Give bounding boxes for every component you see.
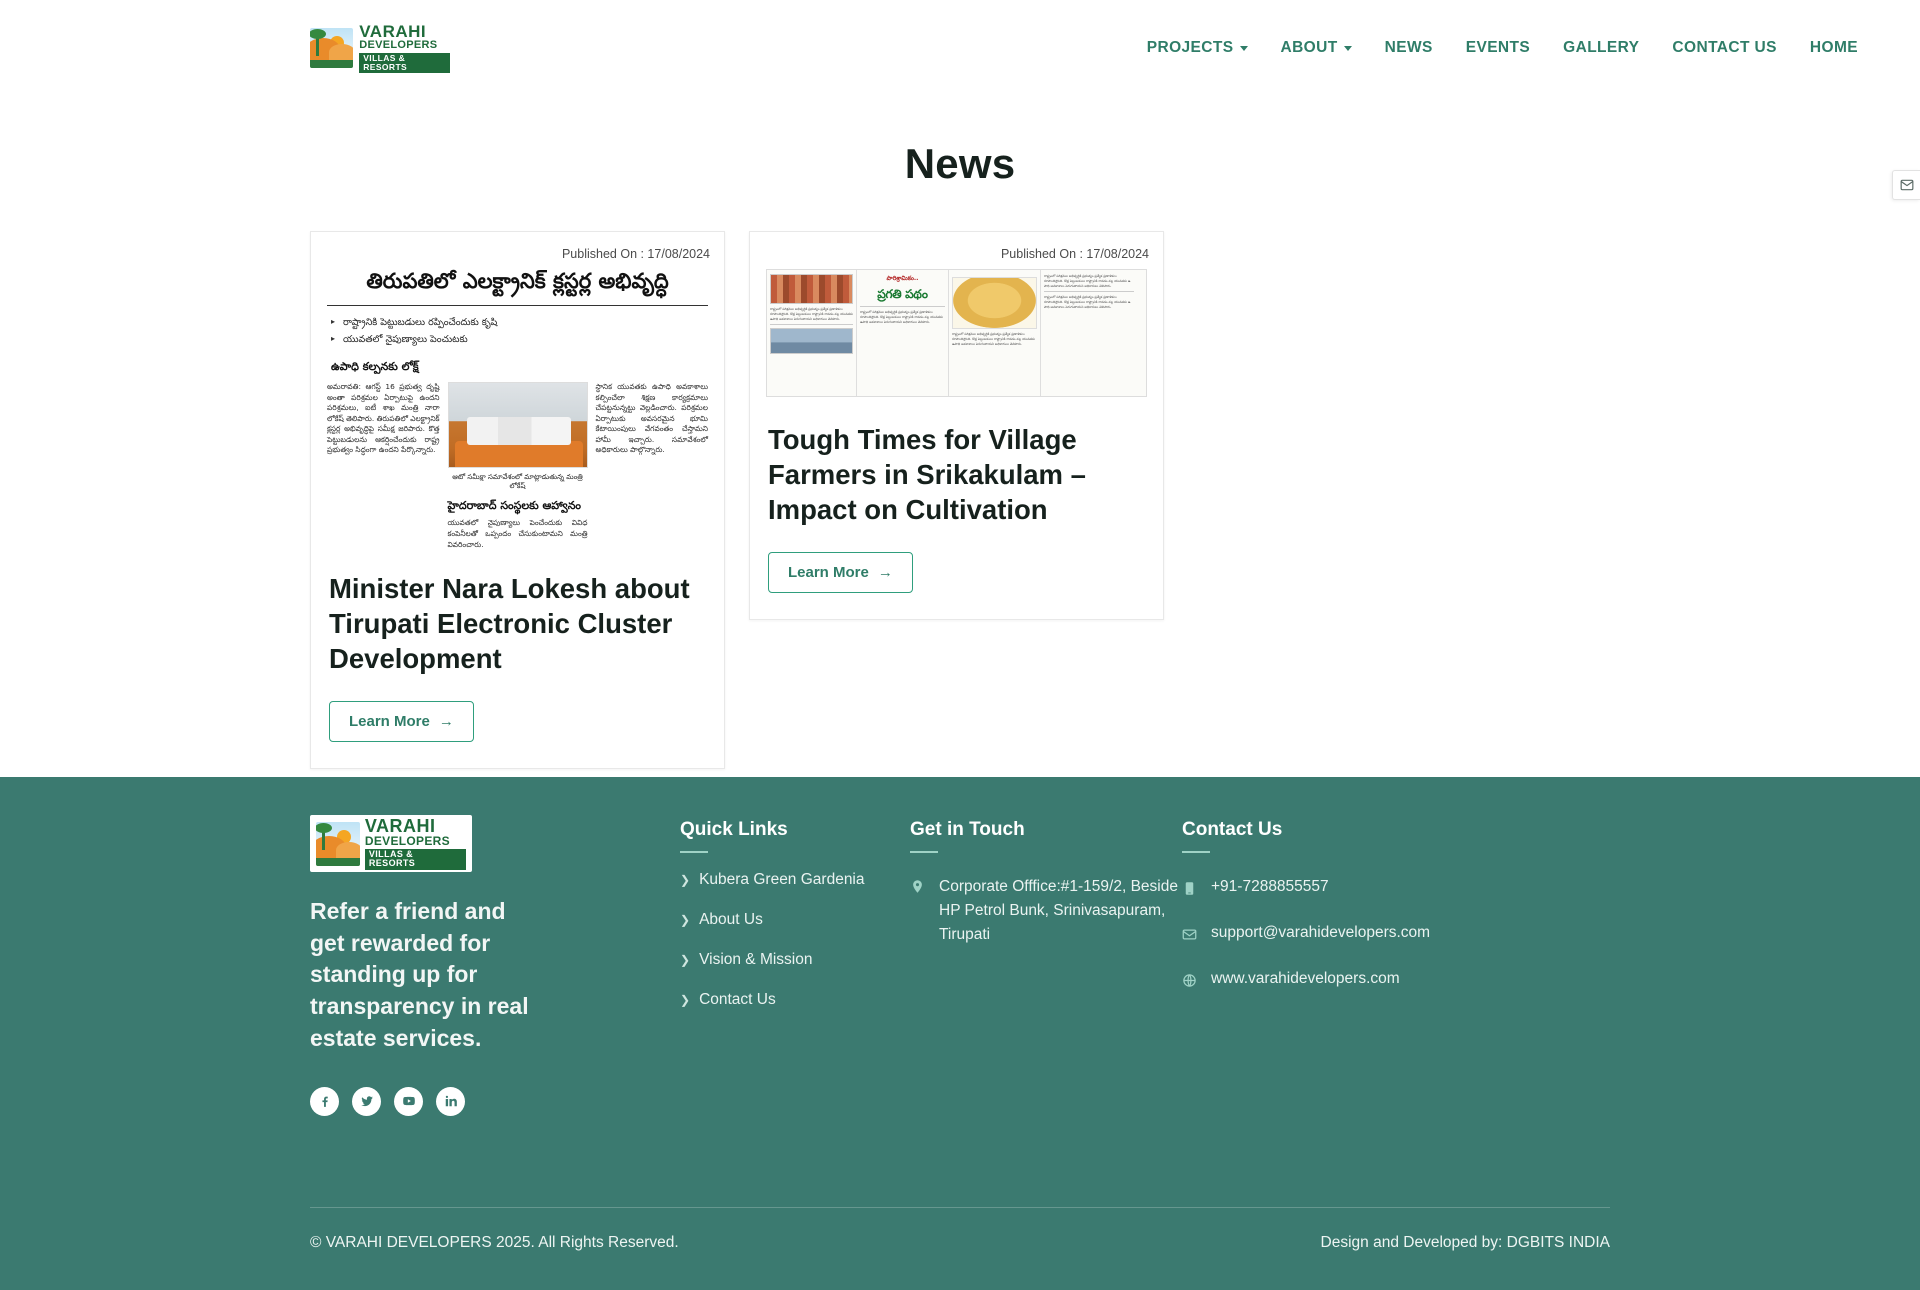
varahi-logo-icon bbox=[316, 822, 360, 866]
quick-link-label: About Us bbox=[699, 911, 763, 928]
clipping-subhead: ఉపాధి కల్పనకు లోక్ష్ bbox=[331, 360, 419, 373]
site-header bbox=[0, 0, 1920, 96]
location-pin-icon bbox=[910, 878, 927, 895]
footer-copyright: © VARAHI DEVELOPERS 2025. All Rights Reserved. bbox=[310, 1234, 679, 1251]
varahi-logo-icon bbox=[310, 28, 353, 68]
clipping-subhead-2: హైదరాబాద్ సంస్థలకు ఆహ్వానం bbox=[447, 499, 581, 513]
nav-item-projects[interactable]: PROJECTS bbox=[1147, 39, 1248, 57]
chevron-right-icon: ❯ bbox=[680, 993, 691, 1007]
chevron-right-icon: ❯ bbox=[680, 953, 691, 967]
nav-item-about[interactable]: ABOUT bbox=[1281, 39, 1352, 57]
clipping-column-text: రాష్ట్రంలో పరిశ్రమల అభివృద్ధికి ప్రభుత్వం ప్రత్యేక ప్రణాళికలు రూపొందిస్తోంది. కొత్త పెట్టుబడులు రాష్ట్రానికి రావడం వల్ల యువతకు ఉపాధి అవకాశాలు పెరుగుతాయని అధికారులు తెలిపారు. bbox=[1044, 295, 1131, 309]
clipping-column-text: రాష్ట్రంలో పరిశ్రమల అభివృద్ధికి ప్రభుత్వం ప్రత్యేక ప్రణాళికలు రూపొందిస్తోంది. కొత్త పెట్టుబడులు రాష్ట్రానికి రావడం వల్ల యువతకు ఉపాధి అవకాశాలు పెరుగుతాయని అధికారులు తెలిపారు. bbox=[860, 310, 943, 324]
logo-name-line2: DEVELOPERS bbox=[359, 38, 438, 51]
footer-logo-line1: VARAHI bbox=[364, 815, 436, 836]
news-card-title: Tough Times for Village Farmers in Srikakulam – Impact on Cultivation bbox=[768, 424, 1086, 525]
clipping-tail-text: యువతలో నైపుణ్యాలు పెంచేందుకు వివిధ కంపెనీలతో ఒప్పందం చేసుకుంటామని మంత్రి వివరించారు. bbox=[447, 518, 588, 549]
footer-address: Corporate Offfice:#1-159/2, Beside HP Petrol Bunk, Srinivasapuram, Tirupati bbox=[939, 878, 1178, 944]
news-card-title: Minister Nara Lokesh about Tirupati Electronic Cluster Development bbox=[329, 573, 690, 675]
page-title: News bbox=[904, 140, 1016, 187]
quick-link-label: Contact Us bbox=[699, 991, 776, 1008]
contact-us-heading: Contact Us bbox=[1182, 819, 1430, 853]
learn-more-label: Learn More bbox=[349, 713, 430, 731]
mail-icon[interactable] bbox=[1892, 170, 1920, 200]
quick-link-contact-us[interactable] bbox=[680, 991, 910, 1009]
footer-get-in-touch bbox=[910, 815, 1182, 1116]
site-footer bbox=[0, 777, 1920, 1290]
quick-link-label: Kubera Green Gardenia bbox=[699, 871, 865, 888]
clipping-masthead-small: పారిశ్రామికం.. bbox=[886, 275, 919, 282]
arrow-right-icon: → bbox=[877, 563, 893, 581]
news-card[interactable] bbox=[310, 231, 725, 769]
clipping-bullet: ▸ యువతలో నైపుణ్యాలు పెంచుటకు bbox=[331, 334, 706, 347]
clipping-bullet: ▸ రాష్ట్రానికి పెట్టుబడులు రప్పించేందుకు కృషి bbox=[331, 317, 706, 330]
published-date: Published On : 17/08/2024 bbox=[561, 247, 710, 261]
clipping-headline: తిరుపతిలో ఎలక్ట్రానిక్ క్లస్టర్ల అభివృద్ధి bbox=[327, 269, 708, 306]
facebook-icon[interactable] bbox=[310, 1087, 339, 1116]
linkedin-icon[interactable] bbox=[436, 1087, 465, 1116]
chevron-right-icon: ❯ bbox=[680, 873, 691, 887]
news-clipping-image bbox=[311, 269, 724, 550]
globe-icon bbox=[1182, 972, 1199, 989]
learn-more-label: Learn More bbox=[788, 563, 869, 581]
envelope-icon bbox=[1182, 926, 1199, 943]
nav-item-home[interactable]: HOME bbox=[1809, 39, 1858, 56]
news-card-list bbox=[0, 231, 1920, 769]
phone-icon bbox=[1182, 880, 1199, 897]
nav-item-gallery[interactable]: GALLERY bbox=[1563, 39, 1640, 56]
clipping-column-text: రాష్ట్రంలో పరిశ్రమల అభివృద్ధికి ప్రభుత్వం ప్రత్యేక ప్రణాళికలు రూపొందిస్తోంది. కొత్త పెట్టుబడులు రాష్ట్రానికి రావడం వల్ల యువతకు ఉపాధి అవకాశాలు పెరుగుతాయని అధికారులు తెలిపారు. bbox=[770, 307, 853, 321]
published-date: Published On : 17/08/2024 bbox=[1000, 247, 1149, 261]
footer-brand bbox=[310, 815, 680, 1116]
clipping-column-text: అమరావతి: ఆగస్ట్ 16 ప్రభుత్వ దృష్టి అంతా పరిశ్రమల ఏర్పాటుపై ఉందని పరిశ్రమలు, ఐటీ శాఖ మంత్రి నారా లోకేష్ తెలిపారు. తిరుపతిలో ఎలక్ట్రానిక్ క్లస్టర్ల అభివృద్ధిపై సమీక్ష జరిపారు. కొత్త పెట్టుబడులను ఆకర్షించేందుకు రాష్ట్ర ప్రభుత్వం సిద్ధంగా ఉందని పేర్కొన్నారు. bbox=[327, 382, 440, 455]
footer-logo-line3: VILLAS & RESORTS bbox=[365, 849, 466, 870]
clipping-column-text: రాష్ట్రంలో పరిశ్రమల అభివృద్ధికి ప్రభుత్వం ప్రత్యేక ప్రణాళికలు రూపొందిస్తోంది. కొత్త పెట్టుబడులు రాష్ట్రానికి రావడం వల్ల యువతకు ఉపాధి అవకాశాలు పెరుగుతాయని అధికారులు తెలిపారు. bbox=[952, 332, 1035, 346]
news-card[interactable] bbox=[749, 231, 1164, 620]
quick-link-vision-mission[interactable] bbox=[680, 951, 910, 969]
main-nav bbox=[1147, 39, 1858, 57]
footer-website[interactable]: www.varahidevelopers.com bbox=[1211, 970, 1400, 988]
nav-item-contact-us[interactable]: CONTACT US bbox=[1672, 39, 1777, 56]
footer-credit: Design and Developed by: DGBITS INDIA bbox=[1320, 1234, 1610, 1251]
site-logo[interactable] bbox=[310, 21, 450, 72]
logo-name-line1: VARAHI bbox=[359, 21, 427, 41]
news-clipping-image bbox=[750, 269, 1163, 397]
footer-email[interactable]: support@varahidevelopers.com bbox=[1211, 924, 1431, 942]
clipping-column-text: రాష్ట్రంలో పరిశ్రమల అభివృద్ధికి ప్రభుత్వం ప్రత్యేక ప్రణాళికలు రూపొందిస్తోంది. కొత్త పెట్టుబడులు రాష్ట్రానికి రావడం వల్ల యువతకు ఉపాధి అవకాశాలు పెరుగుతాయని అధికారులు తెలిపారు. bbox=[1044, 274, 1131, 288]
footer-divider bbox=[310, 1207, 1610, 1208]
youtube-icon[interactable] bbox=[394, 1087, 423, 1116]
quick-link-kubera-green-gardenia[interactable] bbox=[680, 871, 910, 889]
quick-link-about-us[interactable] bbox=[680, 911, 910, 929]
footer-quick-links bbox=[680, 815, 910, 1116]
twitter-icon[interactable] bbox=[352, 1087, 381, 1116]
chevron-right-icon: ❯ bbox=[680, 913, 691, 927]
footer-logo[interactable] bbox=[310, 815, 472, 872]
social-links bbox=[310, 1087, 680, 1116]
footer-refer-text: Refer a friend and get rewarded for standing up for transparency in real estate services. bbox=[310, 898, 529, 1051]
footer-contact-us bbox=[1182, 815, 1430, 1116]
logo-name-line3: VILLAS & RESORTS bbox=[359, 53, 450, 73]
clipping-thumbnail bbox=[770, 274, 853, 304]
footer-phone[interactable]: +91-7288855557 bbox=[1211, 878, 1329, 895]
learn-more-button[interactable] bbox=[329, 701, 474, 742]
clipping-masthead: ప్రగతి పథం bbox=[877, 287, 928, 301]
clipping-column-text: స్థానిక యువతకు ఉపాధి అవకాశాలు కల్పించేలా శిక్షణ కార్యక్రమాలు చేపట్టనున్నట్టు వెల్లడించారు. పరిశ్రమల ఏర్పాటుకు అవసరమైన భూమి కేటాయింపులు వేగవంతం చేస్తామని హామీ ఇచ్చారు. సమావేశంలో అధికారులు పాల్గొన్నారు. bbox=[595, 382, 708, 455]
arrow-right-icon: → bbox=[438, 713, 454, 731]
nav-item-events[interactable]: EVENTS bbox=[1465, 39, 1531, 56]
learn-more-button[interactable] bbox=[768, 552, 913, 593]
get-in-touch-heading: Get in Touch bbox=[910, 819, 1182, 853]
nav-item-news[interactable]: NEWS bbox=[1384, 39, 1433, 56]
footer-logo-line2: DEVELOPERS bbox=[364, 833, 450, 848]
clipping-photo bbox=[448, 382, 588, 468]
clipping-photo-caption: ఆటో సమీక్షా సమావేశంలో మాట్లాడుతున్న మంత్రి లోకేష్ bbox=[452, 473, 583, 491]
quick-link-label: Vision & Mission bbox=[699, 951, 813, 968]
clipping-map-graphic bbox=[952, 277, 1037, 329]
clipping-thumbnail bbox=[770, 328, 853, 354]
quick-links-heading: Quick Links bbox=[680, 819, 910, 853]
